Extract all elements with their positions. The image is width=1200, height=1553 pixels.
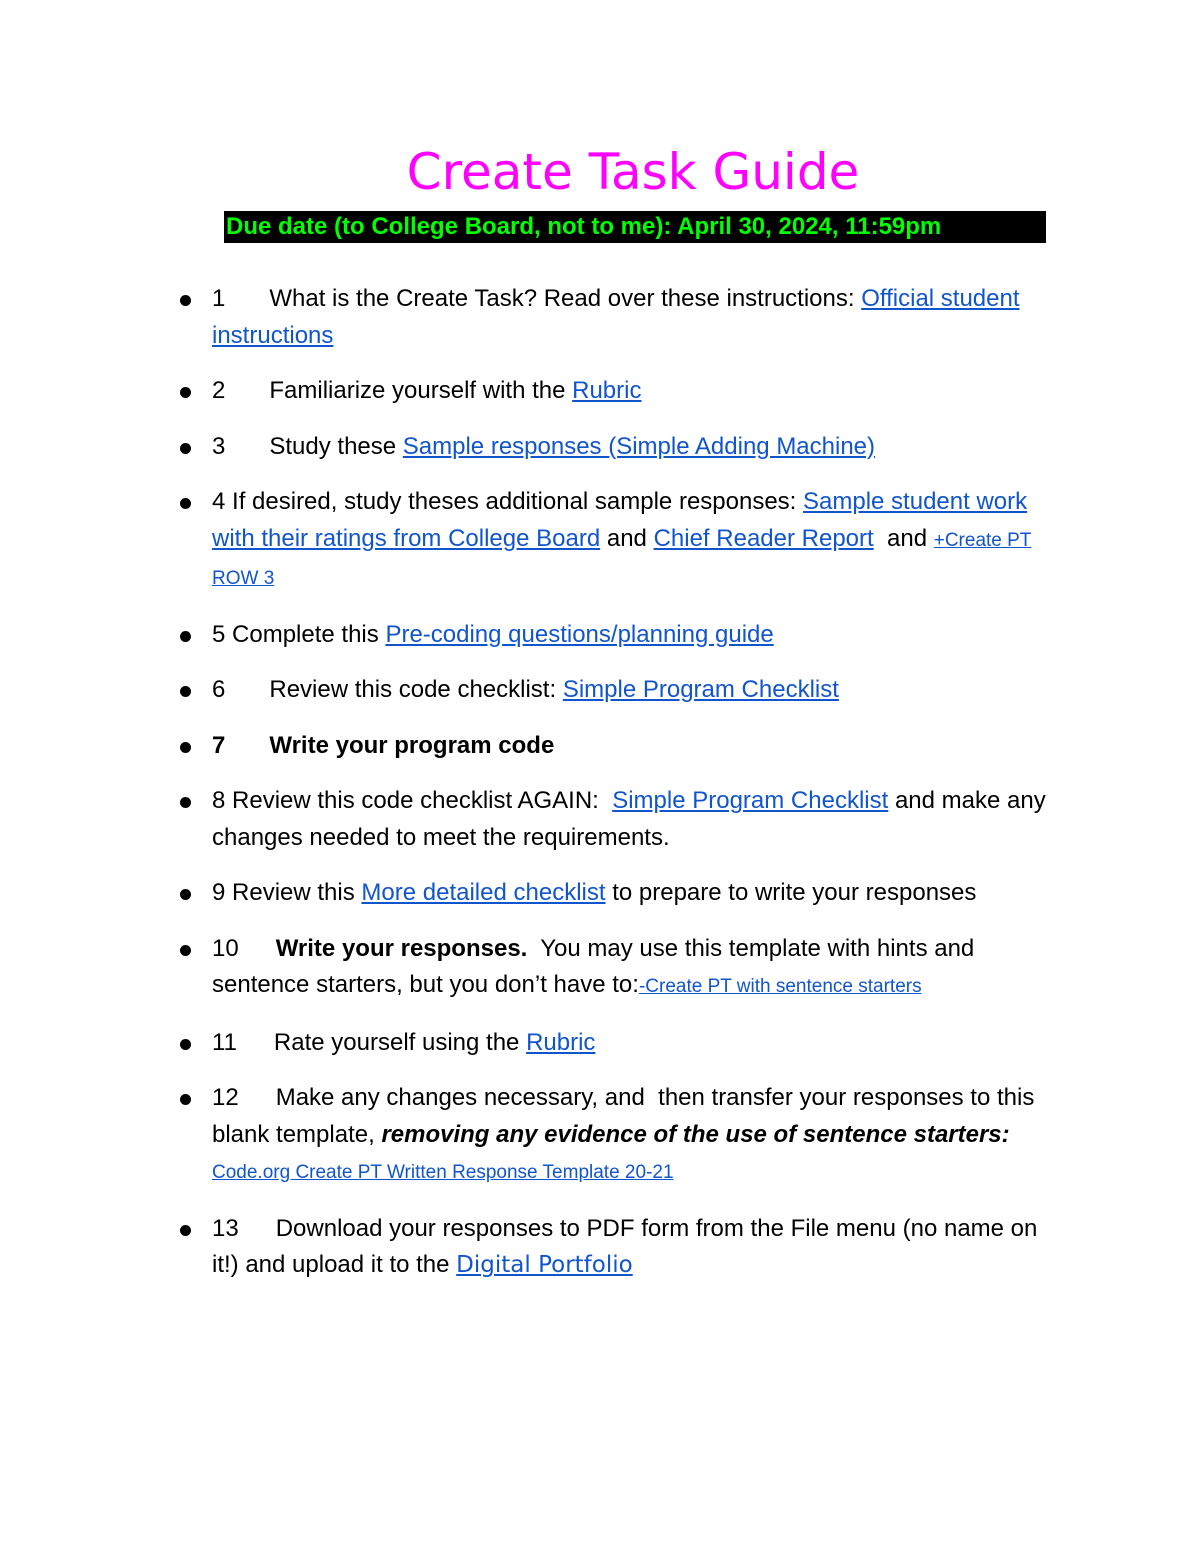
- step-text: What is the Create Task? Read over these instructions:: [269, 285, 862, 312]
- create-pt-row3-link[interactable]: +Create PT ROW 3: [212, 529, 1032, 589]
- step-number: 7: [212, 731, 226, 759]
- step-item-10: [0, 931, 1200, 1006]
- step-connector: and: [873, 524, 934, 552]
- rubric-link[interactable]: Rubric: [572, 377, 642, 404]
- step-text: Review this code checklist:: [269, 676, 563, 703]
- step-item-4: [0, 484, 1200, 598]
- bullet-icon: [180, 443, 191, 454]
- step-text: Familiarize yourself with the: [269, 377, 573, 404]
- step-text: If desired, study theses additional sample responses:: [232, 488, 804, 515]
- step-number: 5: [212, 620, 226, 648]
- step-number: 2: [212, 377, 226, 404]
- step-item-11: [0, 1025, 1200, 1062]
- step-connector: and: [600, 524, 654, 552]
- step-text: Make any changes necessary, and then transfer your responses to this blank template,: [212, 1084, 1042, 1148]
- step-text: Review this: [232, 879, 362, 906]
- step-item-7: [0, 728, 1200, 765]
- step-item-3: [0, 429, 1200, 466]
- step-text-after: to prepare to write your responses: [605, 879, 977, 906]
- bullet-icon: [180, 686, 191, 697]
- step-number: 13: [212, 1214, 239, 1242]
- step-text: You may use this template with hints and sentence starters, but you don’t have to:: [212, 934, 981, 998]
- step-item-5: [0, 617, 1200, 654]
- bullet-icon: [180, 1094, 191, 1105]
- step-item-8: [0, 783, 1200, 856]
- step-text: Study these: [269, 432, 403, 460]
- due-date-banner: Due date (to College Board, not to me): April 30, 2024, 11:59pm: [224, 211, 1046, 243]
- bullet-icon: [180, 631, 191, 642]
- step-item-2: [0, 373, 1200, 410]
- step-text: Complete this: [232, 620, 386, 648]
- official-instructions-link[interactable]: Official student instructions: [212, 285, 1020, 349]
- step-text: Download your responses to PDF form from the File menu (no name on it!) and upload it to the: [212, 1214, 1038, 1278]
- step-item-6: [0, 672, 1200, 709]
- bullet-icon: [180, 889, 191, 900]
- chief-reader-report-link[interactable]: Chief Reader Report: [653, 524, 874, 552]
- step-number: 6: [212, 676, 226, 703]
- step-item-12: [0, 1080, 1200, 1192]
- bullet-icon: [180, 1225, 191, 1236]
- step-number: 12: [212, 1084, 239, 1111]
- detailed-checklist-link[interactable]: More detailed checklist: [361, 879, 606, 906]
- simple-checklist-link[interactable]: Simple Program Checklist: [562, 676, 839, 703]
- step-text: Rate yourself using the: [273, 1028, 527, 1056]
- step-item-13: [0, 1211, 1200, 1284]
- planning-guide-link[interactable]: Pre-coding questions/planning guide: [385, 620, 774, 648]
- digital-portfolio-link[interactable]: Digital Portfolio: [456, 1252, 633, 1278]
- bullet-icon: [180, 742, 191, 753]
- step-number: 8: [212, 787, 226, 814]
- step-number: 4: [212, 488, 226, 515]
- step-text: Review this code checklist AGAIN:: [232, 787, 613, 814]
- sample-responses-link[interactable]: Sample responses (Simple Adding Machine): [402, 432, 876, 460]
- bullet-icon: [180, 387, 191, 398]
- bullet-icon: [180, 797, 191, 808]
- step-number: 1: [212, 285, 226, 312]
- bullet-icon: [180, 945, 191, 956]
- sentence-starters-template-link[interactable]: -Create PT with sentence starters: [638, 976, 922, 997]
- step-text-after: and make any changes needed to meet the requirements.: [212, 787, 1046, 851]
- step-text-bold: Write your responses.: [275, 934, 528, 962]
- step-item-1: [0, 281, 1200, 354]
- step-text: Write your program code: [269, 731, 555, 759]
- step-number: 10: [212, 934, 239, 962]
- page-title: Create Task Guide: [406, 143, 860, 201]
- step-number: 9: [212, 879, 226, 906]
- step-text-emphasis: removing any evidence of the use of sentence starters:: [381, 1120, 1010, 1148]
- sample-student-work-link[interactable]: Sample student work with their ratings from College Board: [212, 488, 1028, 552]
- bullet-icon: [180, 498, 191, 509]
- blank-template-link[interactable]: Code.org Create PT Written Response Template 20-21: [212, 1162, 674, 1183]
- bullet-icon: [180, 295, 191, 306]
- step-list: [0, 281, 1200, 1303]
- simple-checklist-again-link[interactable]: Simple Program Checklist: [612, 787, 889, 814]
- step-number: 3: [212, 432, 226, 460]
- step-item-9: [0, 875, 1200, 912]
- step-number: 11: [212, 1028, 237, 1056]
- rubric-link-2[interactable]: Rubric: [526, 1028, 596, 1056]
- bullet-icon: [180, 1039, 191, 1050]
